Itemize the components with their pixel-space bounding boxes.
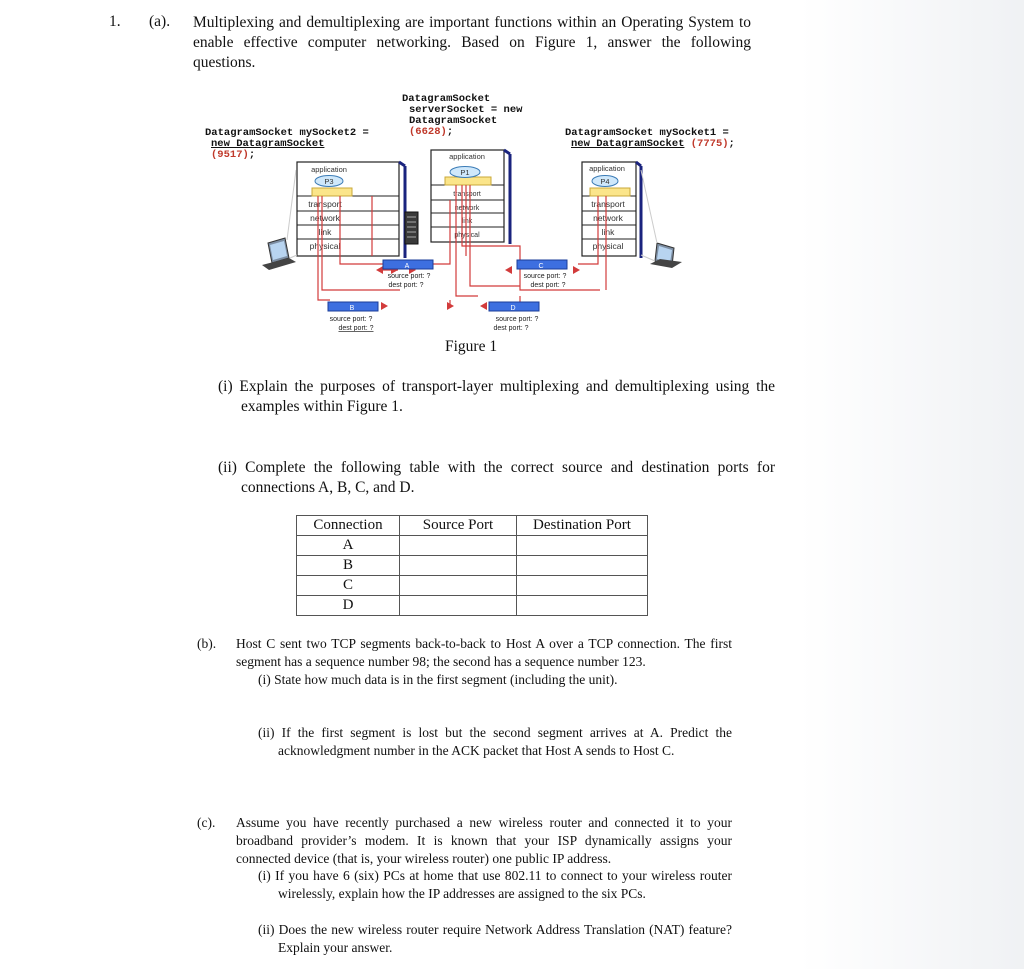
segment-d: [489, 302, 539, 332]
left-layer-physical: physical: [309, 241, 341, 251]
right-process-label: P4: [600, 177, 610, 186]
center-layer-link: link: [461, 218, 473, 225]
left-port: (9517): [211, 149, 249, 161]
row-b-source-cell[interactable]: [400, 556, 517, 576]
row-a-connection: A: [297, 536, 400, 556]
segment-d-id: D: [510, 305, 516, 312]
row-d-source-cell[interactable]: [400, 596, 517, 616]
table-row: [297, 576, 648, 596]
network-diagram: [250, 145, 700, 335]
left-layer-application: application: [311, 165, 347, 174]
header-connection: Connection: [297, 516, 400, 536]
question-number: 1.: [109, 13, 121, 30]
center-code-line2: serverSocket = new: [409, 104, 523, 116]
part-a-intro: Multiplexing and demultiplexing are important functions within an Operating System to enable effective computer networking. Based on Figure 1, answer the following questions.: [193, 14, 751, 71]
right-code-line1: DatagramSocket mySocket1 =: [565, 127, 729, 139]
center-layer-transport: transport: [453, 191, 481, 198]
right-layer-link: link: [601, 227, 615, 237]
center-layer-application: application: [449, 152, 485, 161]
right-layer-physical: physical: [592, 241, 624, 251]
right-layer-application: application: [589, 164, 625, 173]
part-b-label: (b).: [197, 636, 217, 651]
right-port: (7775): [690, 138, 729, 150]
part-a-label: (a).: [149, 13, 171, 30]
segment-a: [383, 260, 433, 289]
part-b-intro: Host C sent two TCP segments back-to-back to Host A over a TCP connection. The first segment has a sequence number 98; the second has a sequence number 123.: [236, 636, 732, 669]
left-code-line2: new DatagramSocket: [211, 138, 325, 150]
left-layer-network: network: [310, 213, 340, 223]
part-a-sub-i: (i) Explain the purposes of transport-layer multiplexing and demultiplexing using the examples within Figure 1.: [218, 378, 775, 415]
row-d-destination-cell[interactable]: [517, 596, 648, 616]
row-c-connection: C: [297, 576, 400, 596]
header-source-port: Source Port: [400, 516, 517, 536]
center-layer-network: network: [454, 205, 480, 212]
part-b-sub-ii: (ii) If the first segment is lost but the second segment arrives at A. Predict the acknowledgment number in the ACK packet that Host A sends to Host C.: [258, 725, 732, 758]
segment-c: [517, 260, 567, 289]
part-c-intro: Assume you have recently purchased a new wireless router and connected it to your broadband provider’s modem. It is known that your ISP dynamically assigns your connected device (that is, your wireless router) one public IP address.: [236, 815, 732, 866]
table-header-row: [297, 516, 648, 536]
left-code-end: ;: [248, 149, 256, 161]
part-c-sub-ii: (ii) Does the new wireless router require Network Address Translation (NAT) feature? Explain your answer.: [258, 922, 732, 955]
row-b-destination-cell[interactable]: [517, 556, 648, 576]
table-row: [297, 536, 648, 556]
part-c-label: (c).: [197, 815, 216, 830]
segment-a-id: A: [404, 263, 410, 270]
segment-b-dst: dest port: ?: [338, 325, 374, 332]
right-code-end: ;: [728, 138, 735, 150]
right-laptop-icon: [641, 170, 682, 268]
row-a-source-cell[interactable]: [400, 536, 517, 556]
port-table: [296, 515, 648, 616]
segment-b: [328, 302, 378, 332]
center-code-end: ;: [446, 126, 454, 138]
right-layer-network: network: [593, 213, 623, 223]
center-code-line3: DatagramSocket: [409, 115, 498, 127]
segment-c-src: source port: ?: [523, 273, 567, 280]
table-row: [297, 596, 648, 616]
center-code-line1: DatagramSocket: [402, 93, 491, 105]
row-c-source-cell[interactable]: [400, 576, 517, 596]
segment-d-dst: dest port: ?: [493, 325, 529, 332]
center-port: (6628): [409, 126, 447, 138]
row-d-connection: D: [297, 596, 400, 616]
left-code-line1: DatagramSocket mySocket2 =: [205, 127, 369, 139]
segment-a-src: source port: ?: [387, 273, 431, 280]
server-icon: [405, 212, 418, 244]
segment-b-src: source port: ?: [329, 316, 373, 323]
left-laptop-icon: [262, 170, 297, 270]
part-a-sub-ii: (ii) Complete the following table with the correct source and destination ports for connections A, B, C, and D.: [218, 459, 775, 496]
row-b-connection: B: [297, 556, 400, 576]
part-c-sub-i: (i) If you have 6 (six) PCs at home that use 802.11 to connect to your wireless router wirelessly, explain how the IP addresses are assigned to the six PCs.: [258, 868, 732, 901]
center-layer-physical: physical: [454, 232, 480, 239]
table-row: [297, 556, 648, 576]
segment-b-id: B: [349, 305, 355, 312]
figure-caption: Figure 1: [445, 338, 498, 355]
part-b-sub-i: (i) State how much data is in the first segment (including the unit).: [258, 672, 618, 687]
segment-c-id: C: [538, 263, 544, 270]
left-layer-link: link: [318, 227, 332, 237]
right-layer-transport: transport: [591, 199, 625, 209]
left-process-label: P3: [324, 177, 334, 186]
segment-d-src: source port: ?: [495, 316, 539, 323]
header-destination-port: Destination Port: [517, 516, 648, 536]
row-c-destination-cell[interactable]: [517, 576, 648, 596]
right-code-line2: new DatagramSocket: [571, 138, 685, 150]
row-a-destination-cell[interactable]: [517, 536, 648, 556]
center-socket-code: [402, 94, 562, 138]
center-process-label: P1: [460, 168, 470, 177]
segment-c-dst: dest port: ?: [530, 282, 566, 289]
left-layer-transport: transport: [308, 199, 342, 209]
page-edge-shading: [800, 0, 1024, 969]
segment-a-dst: dest port: ?: [388, 282, 424, 289]
